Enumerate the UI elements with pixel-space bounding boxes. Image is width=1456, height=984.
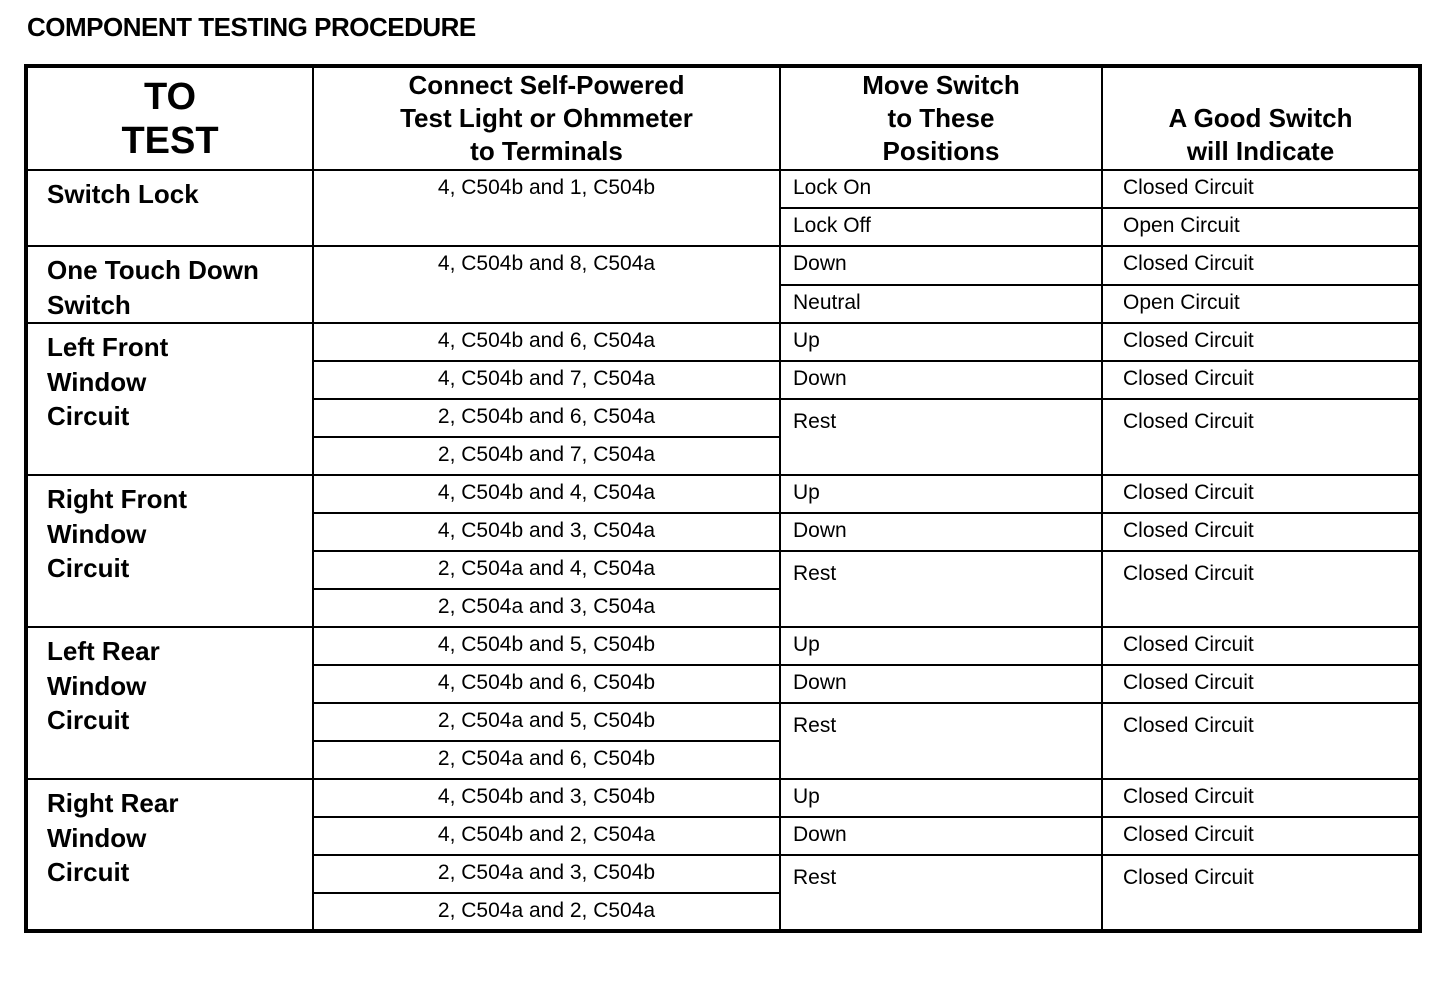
header-line: Connect Self-Powered [408,70,685,100]
header-move-switch [780,66,1102,170]
test-name-line: One Touch Down [47,255,259,285]
position-cell: Down [780,361,1102,399]
terminals-cell: 4, C504b and 8, C504a [313,246,780,323]
test-name-cell [26,475,313,627]
header-row [26,66,1420,170]
test-name-line: Right Rear [47,788,179,818]
terminals-cell: 4, C504b and 2, C504a [313,817,780,855]
header-line: Test Light or Ohmmeter [400,103,693,133]
terminals-cell: 2, C504a and 5, C504b [313,703,780,741]
terminals-cell: 4, C504b and 7, C504a [313,361,780,399]
table-row [26,170,1420,208]
table-row [26,246,1420,285]
position-cell: Rest [780,399,1102,475]
test-name-line: Window [47,822,147,853]
indication-cell: Closed Circuit [1102,475,1420,513]
indication-cell: Open Circuit [1102,285,1420,324]
terminals-cell: 2, C504a and 4, C504a [313,551,780,589]
terminals-cell: 4, C504b and 3, C504b [313,779,780,817]
test-name-cell [26,779,313,931]
header-line: Positions [882,136,1000,166]
position-cell: Rest [780,703,1102,779]
test-name-cell [26,323,313,475]
terminals-cell: 4, C504b and 6, C504a [313,323,780,361]
indication-cell: Closed Circuit [1102,170,1420,208]
header-line: will Indicate [1186,136,1335,166]
test-name-line: Window [47,518,147,549]
position-cell: Down [780,246,1102,285]
test-name-line: Switch [47,289,131,320]
table-row [26,779,1420,817]
terminals-cell: 2, C504a and 3, C504a [313,589,780,627]
terminals-cell: 4, C504b and 6, C504b [313,665,780,703]
position-cell: Rest [780,855,1102,931]
position-cell: Up [780,323,1102,361]
position-cell: Lock On [780,170,1102,208]
indication-cell: Closed Circuit [1102,513,1420,551]
indication-cell: Closed Circuit [1102,779,1420,817]
indication-cell: Closed Circuit [1102,817,1420,855]
position-cell: Down [780,817,1102,855]
test-name-line: Circuit [47,401,130,431]
position-cell: Rest [780,551,1102,627]
indication-cell: Closed Circuit [1102,627,1420,665]
test-name-line: Circuit [47,553,130,583]
terminals-cell: 2, C504a and 6, C504b [313,741,780,779]
indication-cell: Closed Circuit [1102,703,1420,779]
terminals-cell: 2, C504a and 3, C504b [313,855,780,893]
header-line: TO [143,75,197,118]
position-cell: Down [780,665,1102,703]
test-name-line: Circuit [47,705,130,735]
header-to-test [26,66,313,170]
indication-cell: Closed Circuit [1102,855,1420,931]
table-row [26,627,1420,665]
header-line: TEST [121,119,219,162]
test-name-line: Left Rear [47,636,160,666]
indication-cell: Closed Circuit [1102,665,1420,703]
header-connect-terminals [313,66,780,170]
test-name-line: Right Front [47,484,188,514]
position-cell: Up [780,475,1102,513]
position-cell: Down [780,513,1102,551]
terminals-cell: 4, C504b and 5, C504b [313,627,780,665]
indication-cell: Closed Circuit [1102,399,1420,475]
table-row [26,323,1420,361]
test-name-line: Window [47,670,147,701]
terminals-cell: 4, C504b and 4, C504a [313,475,780,513]
terminals-cell: 2, C504b and 7, C504a [313,437,780,475]
position-cell: Up [780,779,1102,817]
terminals-cell: 4, C504b and 3, C504a [313,513,780,551]
indication-cell: Open Circuit [1102,208,1420,246]
test-name-line: Switch Lock [47,179,199,209]
terminals-cell: 2, C504a and 2, C504a [313,893,780,931]
terminals-cell: 2, C504b and 6, C504a [313,399,780,437]
header-good-switch-indicates [1102,66,1420,170]
header-line: to These [887,103,995,133]
header-line: to Terminals [470,136,623,166]
indication-cell: Closed Circuit [1102,551,1420,627]
page-title: COMPONENT TESTING PROCEDURE [27,12,476,42]
header-line: Move Switch [862,70,1020,100]
test-name-line: Left Front [47,332,169,362]
position-cell: Up [780,627,1102,665]
table-row [26,475,1420,513]
indication-cell: Closed Circuit [1102,361,1420,399]
indication-cell: Closed Circuit [1102,323,1420,361]
component-testing-table [24,64,1422,933]
position-cell: Lock Off [780,208,1102,246]
indication-cell: Closed Circuit [1102,246,1420,285]
test-name-cell [26,170,313,246]
terminals-cell: 4, C504b and 1, C504b [313,170,780,246]
test-name-cell [26,246,313,323]
test-name-cell [26,627,313,779]
position-cell: Neutral [780,285,1102,324]
test-name-line: Window [47,366,147,397]
header-line: A Good Switch [1168,103,1353,133]
test-name-line: Circuit [47,857,130,887]
